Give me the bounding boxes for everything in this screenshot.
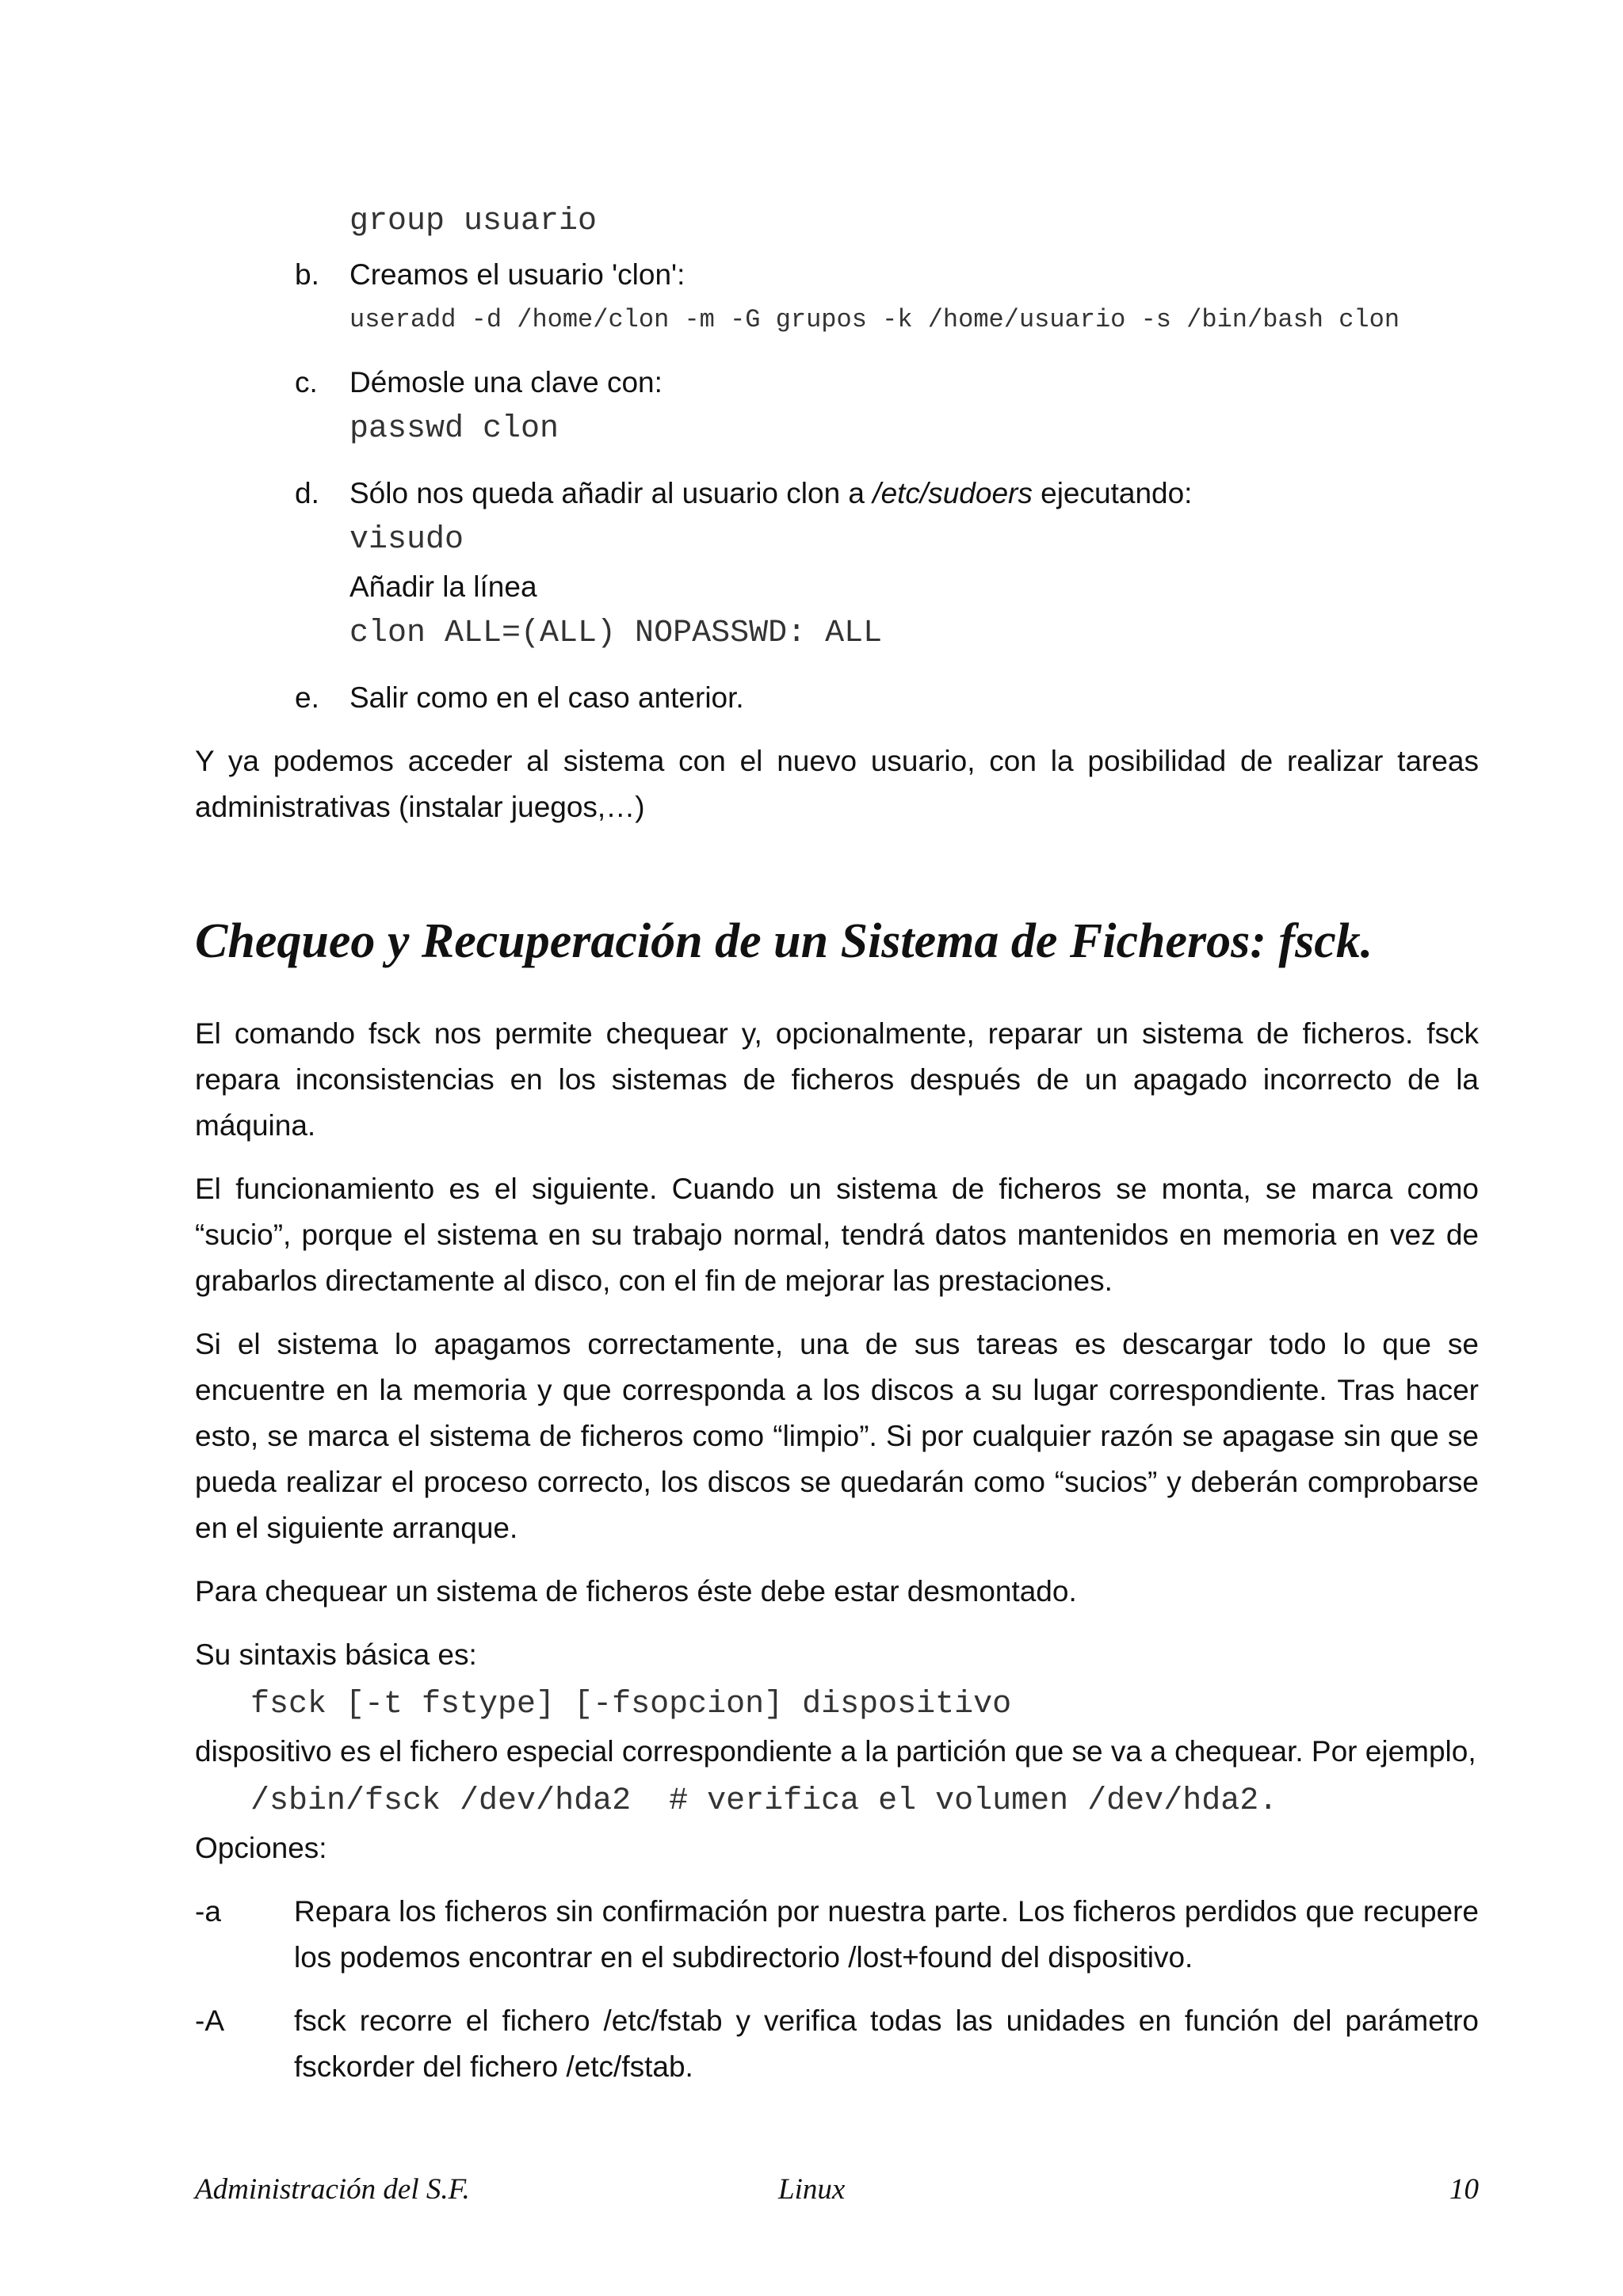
- page-number: 10: [1449, 2173, 1479, 2206]
- code-line: useradd -d /home/clon -m -G grupos -k /home/usuario -s /bin/bash clon: [349, 305, 1400, 334]
- list-letter: e.: [295, 681, 319, 714]
- page-footer: [195, 2172, 1479, 2206]
- footer-center: Linux: [778, 2173, 846, 2206]
- text-after: ejecutando:: [1032, 477, 1193, 509]
- footer-left: Administración del S.F.: [195, 2173, 470, 2206]
- paragraph: El comando fsck nos permite chequear y, opcionalmente, reparar un sistema de ficheros. fsck repara inconsistencias en los sistemas de ficheros después de un apagado incorrecto de la máquina.: [195, 1017, 1479, 1142]
- text-before: Sólo nos queda añadir al usuario clon a: [349, 477, 873, 509]
- option-flag: -a: [195, 1895, 221, 1928]
- list-text: [349, 471, 1479, 517]
- list-item-c: [195, 360, 1479, 453]
- list-letter: d.: [295, 477, 319, 509]
- option-description: fsck recorre el fichero /etc/fstab y verifica todas las unidades en función del parámetro fsckorder del fichero /etc/fstab.: [294, 2004, 1479, 2083]
- options-label: Opciones:: [195, 1832, 327, 1864]
- list-text: Démosle una clave con:: [349, 366, 663, 399]
- paragraph: Su sintaxis básica es:: [195, 1638, 477, 1671]
- paragraph: Si el sistema lo apagamos correctamente, una de sus tareas es descargar todo lo que se encuentre en la memoria y que corresponda a los discos a su lugar correspondiente. Tras hacer esto, se marca el sistema de ficheros como “limpio”. Si por cualquier razón se apagase sin que se pueda realizar el proceso correcto, los discos se quedarán como “sucios” y deberán comprobarse en el siguiente arranque.: [195, 1328, 1479, 1544]
- list-letter: c.: [295, 366, 318, 399]
- option-flag: -A: [195, 2004, 224, 2037]
- option-A: [195, 1998, 1479, 2090]
- section-heading: Chequeo y Recuperación de un Sistema de Ficheros: fsck.: [195, 914, 1373, 968]
- paragraph: El funcionamiento es el siguiente. Cuando un sistema de ficheros se monta, se marca como “sucio”, porque el sistema en su trabajo normal, tendrá datos mantenidos en memoria en vez de grabarlos directamente al disco, con el fin de mejorar las prestaciones.: [195, 1173, 1479, 1297]
- code-line: visudo: [349, 522, 464, 558]
- list-item-d: [195, 471, 1479, 658]
- paragraph: Y ya podemos acceder al sistema con el nuevo usuario, con la posibilidad de realizar tareas administrativas (instalar juegos,…): [195, 745, 1479, 823]
- list-text: Salir como en el caso anterior.: [349, 681, 744, 714]
- syntax-description: dispositivo es el fichero especial correspondiente a la partición que se va a chequear. Por ejemplo,: [195, 1735, 1476, 1768]
- list-letter: b.: [295, 258, 319, 291]
- example-code: /sbin/fsck /dev/hda2 # verifica el volumen /dev/hda2.: [250, 1783, 1278, 1819]
- code-line: passwd clon: [349, 411, 559, 447]
- option-description: Repara los ficheros sin confirmación por nuestra parte. Los ficheros perdidos que recupere los podemos encontrar en el subdirectorio /lost+found del dispositivo.: [294, 1895, 1479, 1974]
- list-text: Añadir la línea: [349, 570, 537, 603]
- option-a: [195, 1889, 1479, 1981]
- list-continuation: [195, 198, 1479, 246]
- list-item-e: [195, 675, 1479, 721]
- sudoers-path: /etc/sudoers: [873, 477, 1033, 509]
- syntax-code: fsck [-t fstype] [-fsopcion] dispositivo: [250, 1687, 1012, 1722]
- list-text: Creamos el usuario 'clon':: [349, 258, 685, 291]
- code-line: group usuario: [349, 204, 598, 239]
- code-line: clon ALL=(ALL) NOPASSWD: ALL: [349, 616, 883, 651]
- paragraph: Para chequear un sistema de ficheros éste debe estar desmontado.: [195, 1575, 1077, 1608]
- body-text: [195, 198, 1479, 2107]
- list-item-b: [195, 252, 1479, 342]
